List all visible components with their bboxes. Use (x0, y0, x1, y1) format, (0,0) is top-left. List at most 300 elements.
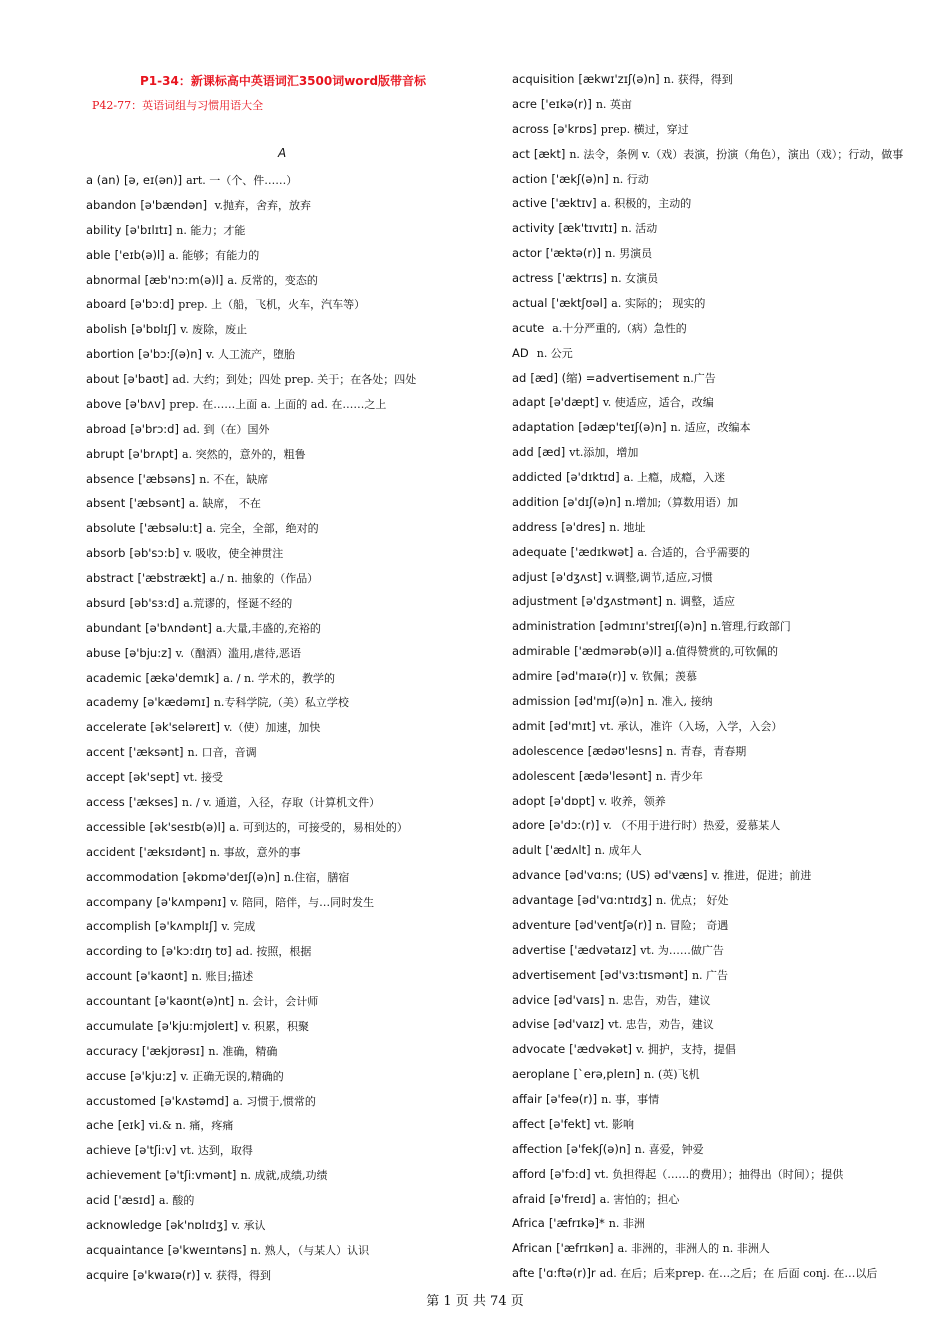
vocab-entry (86, 767, 496, 787)
entry-word: accessible (86, 819, 146, 834)
entry-phonetic: [ə, eɪ(ən)] (124, 173, 183, 187)
vocab-entry (86, 643, 496, 663)
vocab-entry (512, 268, 944, 288)
vocab-entry (86, 867, 496, 887)
entry-word: aboard (86, 297, 127, 312)
section-letter: A (278, 146, 287, 160)
entry-definition: n.广告 (683, 371, 716, 385)
entry-phonetic: ['æfrɪkən] (556, 1241, 614, 1256)
entry-word: accountant (86, 994, 151, 1009)
vocab-entry (512, 840, 944, 860)
entry-definition: n.管理,行政部门 (710, 620, 791, 634)
entry-phonetic: ['æktə(r)] (545, 246, 602, 261)
entry-word: accident (86, 844, 136, 859)
vocab-entry (512, 691, 944, 711)
entry-word: acknowledge (86, 1217, 162, 1232)
entry-word: adjust (512, 569, 548, 584)
entry-definition: n. 男演员 (605, 247, 653, 261)
entry-phonetic: [ə'bju:z] (124, 645, 172, 660)
entry-phonetic: [ə'krɒs] (552, 121, 597, 136)
entry-word: abolish (86, 322, 128, 337)
entry-definition: vi.& n. 痛，疼痛 (148, 1119, 234, 1133)
entry-word: address (512, 519, 558, 534)
entry-definition: n. 口音，音调 (187, 746, 257, 760)
entry-definition: a. 实际的； 现实的 (611, 296, 706, 310)
entry-phonetic: [ə'dʒʌstmənt] (581, 594, 662, 609)
vocab-entry (86, 742, 496, 762)
entry-definition: ad. 在后；后来prep. 在…之后；在 后面 conj. 在…以后 (599, 1267, 878, 1281)
entry-phonetic: [ædəʊ'lesns] (587, 743, 663, 758)
entry-definition: a. 习惯于,惯常的 (232, 1094, 316, 1108)
vocab-entry (86, 245, 496, 265)
entry-definition: prep. 横过，穿过 (600, 122, 689, 136)
entry-definition: n. 获得，得到 (663, 73, 733, 86)
vocab-entry (512, 517, 944, 537)
vocab-entry (86, 792, 496, 812)
entry-definition: a. 完全，全部，绝对的 (206, 522, 319, 536)
entry-phonetic: [ə'brʌpt] (128, 446, 179, 461)
entry-word: abstract (86, 571, 134, 586)
entry-phonetic: [ə'dɔ:(r)] (548, 818, 600, 833)
entry-word: acquisition (512, 72, 575, 86)
vocab-entry (512, 392, 944, 412)
entry-definition: a.值得赞赏的,可钦佩的 (665, 645, 779, 659)
entry-definition: vt.添加，增加 (569, 446, 639, 460)
entry-word: acquaintance (86, 1242, 164, 1257)
entry-definition: vt. 承认，准许（入场，入学，入会） (599, 719, 783, 733)
entry-word: advocate (512, 1042, 566, 1057)
vocab-entry (86, 991, 496, 1011)
entry-definition: v.（使）加速，加快 (223, 721, 321, 735)
entry-phonetic: [ək'nɒlɪdʒ] (165, 1217, 228, 1232)
entry-word: a (an) (86, 173, 121, 187)
entry-phonetic: ['ædvətaɪz] (569, 942, 637, 957)
entry-word: advertise (512, 942, 566, 957)
entry-definition: n. 活动 (621, 222, 658, 236)
vocab-entry (512, 965, 944, 985)
entry-phonetic: ['ædvəkət] (569, 1042, 633, 1057)
vocab-entry (86, 842, 496, 862)
entry-definition: n. 忠告，劝告，建议 (608, 993, 711, 1007)
entry-phonetic: [ədæp'teɪʃ(ə)n] (578, 420, 667, 435)
entry-definition: n. 成就,成绩,功绩 (240, 1169, 328, 1183)
entry-definition: n. 事故，意外的事 (209, 845, 301, 859)
vocab-entry (86, 444, 496, 464)
entry-phonetic: [ə'bɒlɪʃ] (131, 322, 177, 337)
entry-word: ad (512, 370, 527, 385)
vocab-entry (86, 618, 496, 638)
entry-phonetic: ['æktrɪs] (557, 271, 608, 286)
entry-word: achieve (86, 1143, 131, 1158)
entry-word: academic (86, 670, 142, 685)
entry-definition: n. 账目;描述 (191, 970, 254, 984)
entry-word: admission (512, 694, 571, 708)
vocab-entry (86, 1115, 496, 1135)
document-title: P1-34：新课标高中英语词汇3500词word版带音标 (140, 74, 427, 88)
entry-definition: a. 上瘾，成瘾，入迷 (623, 471, 726, 485)
vocab-entry (512, 293, 944, 313)
entry-definition: v. 收养，领养 (598, 794, 666, 808)
entry-phonetic: [ə'tʃi:v] (134, 1143, 177, 1158)
entry-word: adjustment (512, 594, 578, 609)
entry-definition: n. 优点； 好处 (655, 894, 729, 908)
entry-word: affection (512, 1141, 563, 1156)
entry-word: affect (512, 1116, 545, 1131)
vocab-entry (512, 368, 944, 388)
entry-phonetic: ['æksənt] (128, 745, 184, 760)
entry-phonetic: [ə'bɔ:ʃ(ə)n] (138, 347, 203, 362)
vocab-entry (86, 593, 496, 613)
entry-definition: n. 广告 (691, 968, 729, 982)
vocab-entry (512, 915, 944, 935)
entry-definition: a. 非洲的，非洲人的 n. 非洲人 (617, 1242, 770, 1256)
entry-word: able (86, 247, 111, 262)
entry-definition: a. 能够；有能力的 (168, 248, 260, 262)
vocab-entry (86, 1240, 496, 1260)
entry-phonetic: [əb'sɜ:d] (129, 595, 180, 610)
entry-word: absorb (86, 546, 126, 561)
entry-definition: vt. 达到，取得 (180, 1144, 253, 1158)
entry-phonetic: ['æktʃʊəl] (551, 295, 608, 310)
vocab-entry (86, 892, 496, 912)
entry-definition: v. 废除，废止 (180, 323, 248, 337)
entry-phonetic: ['æbsəlu:t] (139, 521, 203, 536)
vocab-entry (86, 966, 496, 986)
entry-word: acquire (86, 1267, 129, 1282)
entry-word: absent (86, 496, 126, 511)
vocab-entry (86, 1215, 496, 1235)
entry-definition: v. 获得，得到 (204, 1268, 271, 1282)
entry-definition: prep. 上（船，飞机，火车，汽车等） (178, 298, 366, 312)
entry-phonetic: ['ækjʊrəsɪ] (141, 1043, 205, 1058)
entry-word: advantage (512, 893, 574, 908)
entry-phonetic: [ək'sept] (128, 770, 180, 785)
vocab-entry (86, 1165, 496, 1185)
entry-word: admit (512, 718, 546, 733)
entry-definition: a. 缺席， 不在 (188, 497, 261, 511)
entry-phonetic: ['æbsənt] (129, 496, 185, 511)
entry-word: accent (86, 745, 125, 760)
entry-definition: a. 积极的，主动的 (600, 197, 692, 211)
entry-phonetic: ['ædʌlt] (545, 843, 591, 858)
vocab-entry (512, 492, 944, 512)
entry-word: affair (512, 1092, 542, 1107)
entry-phonetic: [əd'vaɪz] (553, 1017, 605, 1032)
entry-phonetic: [əd'maɪə(r)] (556, 669, 627, 684)
entry-word: actual (512, 295, 548, 310)
document-subtitle: P42-77：英语词组与习惯用语大全 (92, 99, 264, 112)
entry-word: act (512, 146, 530, 161)
entry-phonetic: [ə'dɪʃ(ə)n] (562, 494, 621, 509)
entry-word: accuracy (86, 1043, 138, 1058)
entry-phonetic: [əd'vaɪs] (553, 992, 605, 1007)
entry-phonetic: [ə'kwaɪə(r)] (132, 1267, 201, 1282)
entry-word: admire (512, 669, 553, 684)
entry-word: AD (512, 345, 529, 360)
entry-phonetic: ['æbstrækt] (137, 571, 206, 586)
vocab-entry (86, 692, 496, 712)
entry-definition: n. 法令，条例 v.（戏）表演，扮演（角色），演出（戏）；行动，做事 (569, 147, 904, 161)
vocab-entry (512, 766, 944, 786)
vocab-entry (86, 195, 496, 215)
entry-word: abortion (86, 347, 135, 362)
vocab-entry (512, 616, 944, 636)
entry-phonetic: [ə'fɔ:d] (549, 1166, 591, 1181)
entry-word: according to (86, 944, 158, 959)
entry-phonetic: [ə'kɔ:dɪŋ tʊ] (161, 944, 232, 959)
entry-phonetic: [ækə'demɪk] (145, 670, 220, 685)
entry-word: actress (512, 271, 554, 286)
entry-phonetic: [ækwɪ'zɪʃ(ə)n] (578, 72, 660, 86)
vocab-entry (86, 270, 496, 290)
entry-word: achievement (86, 1168, 161, 1183)
entry-definition: a. 突然的，意外的，粗鲁 (182, 447, 306, 461)
entry-phonetic: [ə'bʌv] (125, 396, 166, 411)
entry-phonetic: [ædə'lesənt] (578, 768, 652, 783)
entry-phonetic: ['eɪkə(r)] (540, 96, 592, 111)
entry-phonetic: [əd'ventʃə(r)] (574, 917, 652, 932)
entry-phonetic: ['ækses] (128, 795, 178, 809)
entry-definition: v. 人工流产，堕胎 (206, 348, 295, 362)
entry-word: active (512, 196, 547, 211)
entry-word: advise (512, 1017, 550, 1032)
vocab-entry (86, 916, 496, 936)
entry-word: academy (86, 695, 139, 710)
entry-definition: ad. 大约；到处；四处 prep. 关于；在各处；四处 (172, 373, 417, 387)
entry-definition: a. 害怕的；担心 (599, 1192, 680, 1206)
entry-word: adapt (512, 395, 546, 410)
vocab-entry (512, 542, 944, 562)
vocab-entry (512, 1213, 944, 1233)
entry-definition: a. 合适的，合乎需要的 (637, 545, 750, 559)
entry-phonetic: [ə'bɪlɪtɪ] (125, 222, 173, 237)
vocab-entry (512, 243, 944, 263)
entry-definition: v. 使适应，适合，改编 (602, 396, 714, 410)
vocab-entry (512, 218, 944, 238)
entry-phonetic: [ə'kju:mjʊleɪt] (157, 1018, 239, 1033)
vocab-entry (86, 170, 496, 190)
vocab-entry (512, 741, 944, 761)
vocab-entry (512, 1114, 944, 1134)
entry-word: addition (512, 494, 559, 509)
vocab-entry (86, 419, 496, 439)
entry-definition: v.抛弃，舍弃，放弃 (211, 198, 311, 212)
entry-definition: n.专科学院,（美）私立学校 (213, 696, 349, 710)
entry-definition: n. 会计，会计师 (238, 995, 319, 1009)
vocab-entry (512, 69, 944, 89)
entry-word: abandon (86, 197, 137, 212)
entry-phonetic: [əd'vɑ:ns; (US) əd'væns] (564, 868, 708, 883)
entry-definition: vt. 为……做广告 (640, 943, 724, 957)
entry-phonetic: [eɪk] (117, 1118, 145, 1133)
entry-definition: vt. 影响 (594, 1117, 635, 1131)
entry-word: absence (86, 471, 135, 486)
entry-word: ache (86, 1118, 114, 1133)
entry-definition: v. 陪同，陪伴，与…同时发生 (230, 895, 375, 909)
vocab-entry (512, 193, 944, 213)
entry-phonetic: [ək'seləreɪt] (150, 720, 220, 735)
entry-definition: a. 可到达的，可接受的，易相处的） (229, 820, 408, 834)
entry-phonetic: [ə'brɔ:d] (130, 421, 179, 436)
entry-definition: a. / n. 学术的，教学的 (223, 671, 336, 685)
entry-word: account (86, 969, 132, 984)
entry-phonetic: [ə'kʌmplɪʃ] (154, 919, 218, 934)
entry-word: abroad (86, 421, 127, 436)
entry-definition: art. 一（个、件……） (186, 174, 298, 187)
vocab-entry (86, 1041, 496, 1061)
vocab-entry (512, 1189, 944, 1209)
entry-definition: n. 准入, 接纳 (647, 695, 713, 708)
entry-word: access (86, 795, 125, 809)
entry-definition: a. 反常的，变态的 (227, 273, 318, 287)
entry-definition: v. （不用于进行时）热爱，爱慕某人 (603, 819, 781, 833)
entry-word: African (512, 1241, 553, 1256)
entry-phonetic: [əd'vɑ:ntɪdʒ] (577, 893, 652, 908)
entry-definition: v. 钦佩；羡慕 (630, 670, 698, 684)
vocab-entry (86, 518, 496, 538)
entry-definition: v. 正确无误的,精确的 (180, 1069, 284, 1083)
entry-word: adore (512, 818, 545, 833)
page-footer: 第 1 页 共 74 页 (426, 1294, 524, 1309)
entry-definition: vt. 负担得起（……的费用）；抽得出（时间）；提供 (594, 1167, 844, 1181)
entry-definition: a. 酸的 (158, 1194, 195, 1208)
entry-phonetic: ['æsɪd] (113, 1193, 155, 1208)
vocab-entry (512, 990, 944, 1010)
entry-phonetic: ['ækʃ(ə)n] (551, 171, 609, 186)
entry-word: absolute (86, 521, 136, 536)
entry-word: adolescence (512, 743, 584, 758)
entry-phonetic: [æd] (缩) =advertisement (530, 370, 680, 385)
entry-word: abnormal (86, 272, 141, 287)
vocab-entry (86, 1190, 496, 1210)
vocab-entry (512, 791, 944, 811)
vocab-entry (86, 717, 496, 737)
entry-word: administration (512, 619, 596, 634)
entry-definition: prep. 在……上面 a. 上面的 ad. 在……之上 (169, 397, 387, 411)
entry-phonetic: [ə'kju:z] (130, 1068, 177, 1083)
vocab-entry (512, 1238, 944, 1258)
entry-definition: n. 青少年 (655, 769, 703, 783)
entry-phonetic: [ə'dæpt] (549, 395, 599, 410)
vocab-entry (512, 1014, 944, 1034)
entry-word: accomplish (86, 919, 151, 934)
entry-phonetic: [æb'nɔ:m(ə)l] (144, 272, 224, 287)
entry-word: above (86, 396, 122, 411)
entry-word: about (86, 372, 120, 387)
entry-definition: v. 积累，积聚 (242, 1019, 309, 1033)
vocab-entry (512, 865, 944, 885)
vocab-entry (86, 1016, 496, 1036)
entry-word: accommodation (86, 869, 179, 884)
vocab-entry (512, 119, 944, 139)
entry-phonetic: [æd] (537, 445, 566, 460)
entry-phonetic: [ə'feə(r)] (545, 1092, 598, 1107)
entry-phonetic: [əd'mɪʃ(ə)n] (574, 694, 644, 708)
vocab-entry (86, 1265, 496, 1285)
entry-word: abundant (86, 620, 142, 635)
entry-word: advertisement (512, 967, 596, 982)
entry-phonetic: [ə'dɒpt] (549, 793, 595, 808)
entry-word: abuse (86, 645, 121, 660)
entry-word: addicted (512, 470, 563, 485)
vocab-entry (512, 1039, 944, 1059)
entry-definition: n. 适应，改编本 (670, 421, 751, 435)
entry-definition: v.调整,调节,适应,习惯 (605, 570, 713, 584)
entry-definition: n. 熟人，（与某人）认识 (250, 1243, 370, 1257)
entry-phonetic: [ə'bændən] (140, 197, 208, 212)
entry-phonetic: [ə'kʌmpənɪ] (156, 894, 227, 909)
vocab-entry (512, 666, 944, 686)
vocab-entry (86, 319, 496, 339)
vocab-entry (86, 469, 496, 489)
entry-definition: a./ n. 抽象的（作品） (209, 572, 319, 586)
entry-definition: n. 地址 (609, 520, 646, 534)
entry-word: afford (512, 1166, 546, 1181)
entry-phonetic: [əkɒmə'deɪʃ(ə)n] (182, 869, 280, 884)
entry-phonetic: [ədmɪnɪ'streɪʃ(ə)n] (599, 619, 707, 634)
entry-definition: n. 喜爱，钟爱 (634, 1142, 704, 1156)
entry-phonetic: [əd'mɪt] (549, 718, 596, 733)
entry-phonetic: [æk'tɪvɪtɪ] (558, 221, 618, 236)
entry-word: accompany (86, 894, 153, 909)
entry-word: accuse (86, 1068, 127, 1083)
entry-word: afraid (512, 1191, 546, 1206)
entry-word: activity (512, 221, 555, 236)
entry-phonetic: ['eɪb(ə)l] (114, 247, 165, 262)
entry-phonetic: [ækt] (533, 146, 566, 161)
entry-word: accept (86, 770, 125, 785)
entry-definition: n. 公元 (536, 346, 573, 360)
vocab-entry (512, 1139, 944, 1159)
entry-word: advice (512, 992, 550, 1007)
vocab-entry (86, 817, 496, 837)
entry-definition: a.大量,丰盛的,充裕的 (215, 621, 321, 635)
entry-word: aeroplane (512, 1067, 570, 1082)
vocab-entry (512, 442, 944, 462)
entry-phonetic: [ə'baʊt] (123, 372, 169, 387)
entry-phonetic: [əb'sɔ:b] (129, 546, 180, 561)
vocab-entry (512, 318, 944, 338)
entry-word: Africa (512, 1216, 545, 1231)
vocab-entry (86, 369, 496, 389)
entry-definition: n.增加;（算数用语）加 (624, 495, 739, 509)
entry-phonetic: [ə'dɪktɪd] (566, 470, 620, 485)
vocab-entry (512, 591, 944, 611)
entry-phonetic: [ə'dʒʌst] (551, 569, 602, 584)
vocab-entry (512, 567, 944, 587)
vocab-entry (86, 1091, 496, 1111)
entry-definition: vt. 忠告，劝告，建议 (608, 1018, 714, 1032)
vocab-entry (512, 1164, 944, 1184)
entry-word: absurd (86, 595, 126, 610)
entry-phonetic: [ə'kaʊnt] (135, 969, 188, 984)
entry-word: adolescent (512, 768, 575, 783)
entry-definition: ad. 按照，根据 (235, 945, 312, 959)
entry-word: accelerate (86, 720, 147, 735)
entry-phonetic: [ə'kaʊnt(ə)nt] (154, 994, 235, 1009)
entry-definition: n. 事，事情 (601, 1093, 660, 1107)
entry-phonetic: [ə'bʌndənt] (145, 620, 212, 635)
vocab-entry (86, 394, 496, 414)
entry-word: adult (512, 843, 542, 858)
vocab-entry (512, 716, 944, 736)
vocab-entry (512, 343, 944, 363)
vocab-entry (86, 668, 496, 688)
vocab-entry (86, 568, 496, 588)
entry-phonetic: [ə'kʌstəmd] (160, 1093, 229, 1108)
vocab-entry (86, 344, 496, 364)
entry-word: acute (512, 320, 545, 335)
